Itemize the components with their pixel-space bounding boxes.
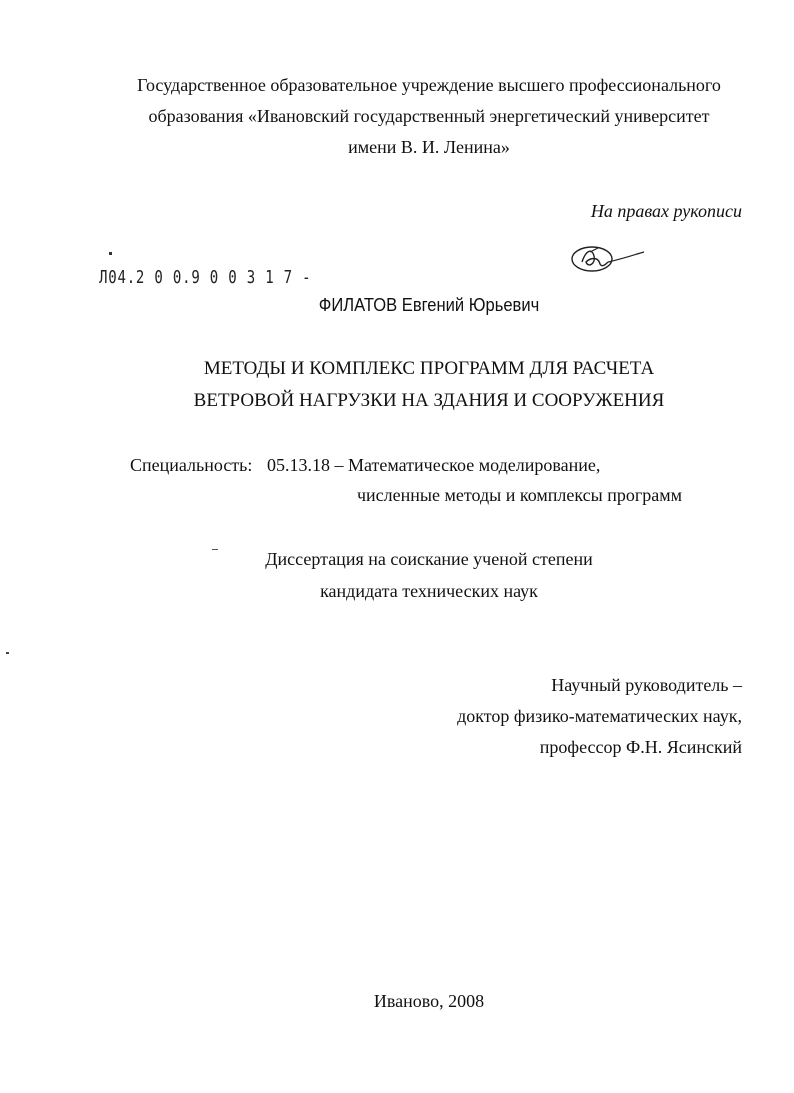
dissertation-degree-line-2: кандидата технических наук xyxy=(320,581,538,601)
author-name: ФИЛАТОВ Евгений Юрьевич xyxy=(318,295,540,315)
specialty-label: Специальность: xyxy=(130,455,253,475)
handwritten-signature xyxy=(568,238,648,278)
scan-speck xyxy=(6,652,9,654)
institution-line-1: Государственное образовательное учреждение высшего профессионального xyxy=(137,75,721,95)
dissertation-title-line-1: МЕТОДЫ И КОМПЛЕКС ПРОГРАММ ДЛЯ РАСЧЕТА xyxy=(203,358,655,379)
archive-stamp-number: Л04.2 0 0.9 0 0 3 1 7 - xyxy=(99,267,312,288)
manuscript-note: На правах рукописи xyxy=(590,201,742,221)
stamp-speck xyxy=(109,252,112,255)
dissertation-degree-line-1: Диссертация на соискание ученой степени xyxy=(265,549,593,569)
supervisor-role: Научный руководитель – xyxy=(551,675,742,695)
institution-line-3: имени В. И. Ленина» xyxy=(348,137,510,157)
supervisor-name: профессор Ф.Н. Ясинский xyxy=(539,737,742,757)
specialty-code-and-name: 05.13.18 – Математическое моделирование, xyxy=(267,455,601,475)
specialty-name-continued: численные методы и комплексы программ xyxy=(357,485,683,505)
dissertation-title-line-2: ВЕТРОВОЙ НАГРУЗКИ НА ЗДАНИЯ И СООРУЖЕНИЯ xyxy=(193,390,665,411)
city-and-year: Иваново, 2008 xyxy=(373,991,485,1011)
institution-line-2: образования «Ивановский государственный энергетический университет xyxy=(148,106,710,126)
supervisor-degree: доктор физико-математических наук, xyxy=(457,706,742,726)
